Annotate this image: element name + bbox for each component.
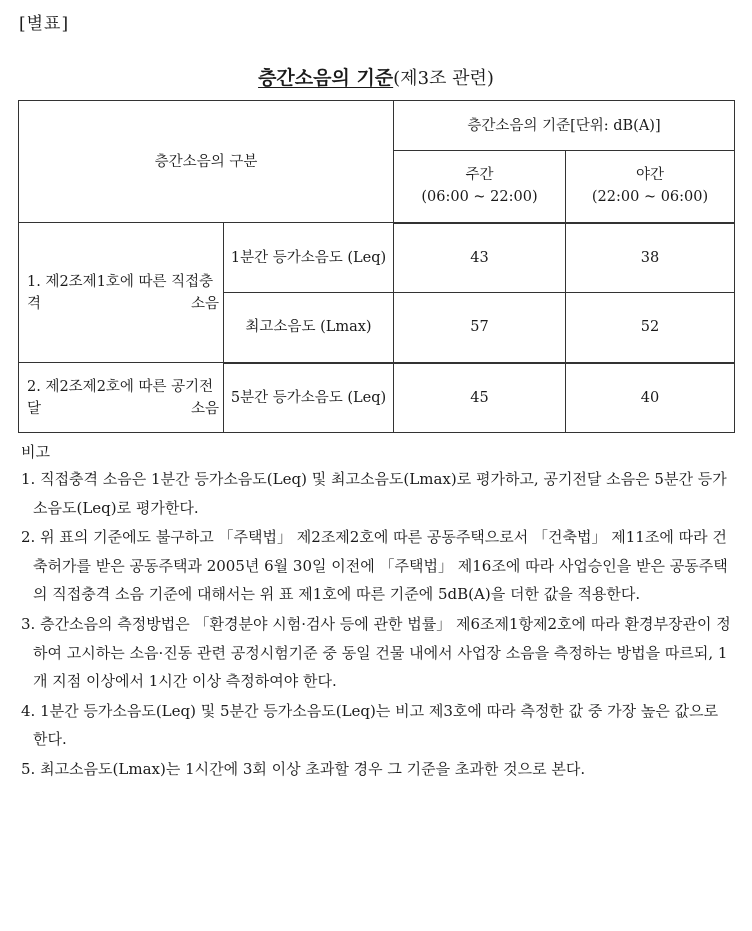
note-item: 5. 최고소음도(Lmax)는 1시간에 3회 이상 초과할 경우 그 기준을 초과한 것으로 본다. xyxy=(21,759,586,778)
header-category: 층간소음의 구분 xyxy=(19,101,394,223)
group-direct-impact: 1. 제2조제1호에 따른 직접충격 소음 xyxy=(19,223,224,363)
notes-title: 비고 xyxy=(21,443,50,461)
header-day-label: 주간 xyxy=(465,167,494,184)
title-main: 층간소음의 기준 xyxy=(258,67,394,89)
row3-measure: 5분간 등가소음도 (Leq) xyxy=(224,363,394,433)
row3-night-value: 40 xyxy=(566,363,735,433)
noise-standard-table xyxy=(18,100,735,433)
header-standard: 층간소음의 기준[단위: dB(A)] xyxy=(394,101,735,151)
row3-day-value: 45 xyxy=(394,363,566,433)
row2-day-value: 57 xyxy=(394,293,566,363)
row1-night-value: 38 xyxy=(566,223,735,293)
row1-day-value: 43 xyxy=(394,223,566,293)
header-day xyxy=(394,151,566,223)
note-item: 3. 층간소음의 측정방법은 「환경분야 시험·검사 등에 관한 법률」 제6조제1항제2호에 따라 환경부장관이 정하여 고시하는 소음·진동 관련 공정시험기준 중 동일 건물 내에서 사업장 소음을 측정하는 방법을 따르되, 1개 지점 이상에서 1시간 이상 측정하여야 한다. xyxy=(21,614,731,691)
note-item: 2. 위 표의 기준에도 불구하고 「주택법」 제2조제2호에 따른 공동주택으로서 「건축법」 제11조에 따라 건축허가를 받은 공동주택과 2005년 6월 30일 이전에 「주택법」 제16조에 따라 사업승인을 받은 공동주택의 직접충격 소음 기준에 대해서는 위 표 제1호에 따른 기준에 5dB(A)을 더한 값을 적용한다. xyxy=(21,528,728,604)
header-night-time: (22:00 ~ 06:00) xyxy=(591,189,709,206)
note-item: 4. 1분간 등가소음도(Leq) 및 5분간 등가소음도(Leq)는 비고 제3호에 따라 측정한 값 중 가장 높은 값으로 한다. xyxy=(21,701,719,749)
row2-night-value: 52 xyxy=(566,293,735,363)
annex-label: [별표] xyxy=(19,14,70,34)
note-item: 1. 직접충격 소음은 1분간 등가소음도(Leq) 및 최고소음도(Lmax)로 평가하고, 공기전달 소음은 5분간 등가소음도(Leq)로 평가한다. xyxy=(21,470,727,517)
header-night xyxy=(566,151,735,223)
notes-section xyxy=(21,441,733,784)
group-airborne: 2. 제2조제2호에 따른 공기전달 소음 xyxy=(19,363,224,433)
row1-measure: 1분간 등가소음도 (Leq) xyxy=(224,223,394,293)
header-day-time: (06:00 ~ 22:00) xyxy=(421,189,538,206)
row2-measure: 최고소음도 (Lmax) xyxy=(224,293,394,363)
header-night-label: 야간 xyxy=(636,167,665,184)
title-suffix: (제3조 관련) xyxy=(393,68,494,89)
document-title xyxy=(0,66,752,91)
